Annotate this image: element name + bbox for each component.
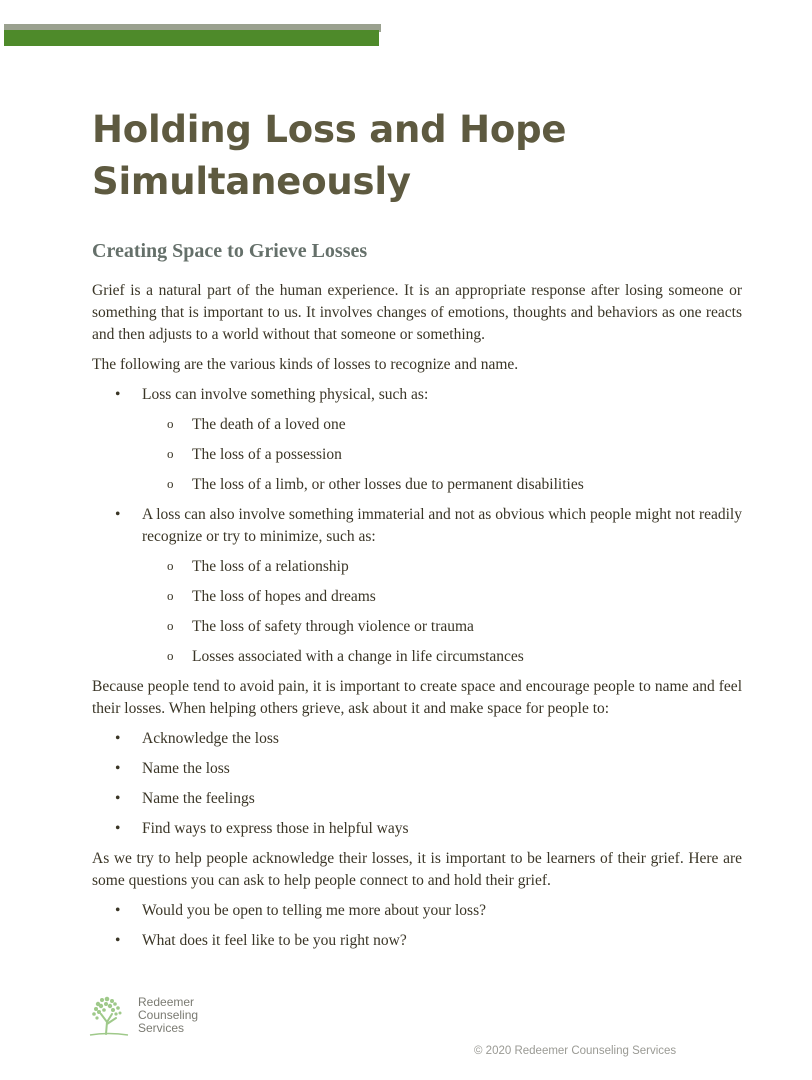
list-item: • Would you be open to telling me more about your loss? (92, 900, 742, 922)
section-subtitle: Creating Space to Grieve Losses (92, 240, 368, 262)
list-item (92, 384, 742, 496)
questions-paragraph: As we try to help people acknowledge their losses, it is important to be learners of their grief. Here are some questions you can ask to help people connect to and hold their grief. (92, 850, 742, 889)
sub-list-item: o The loss of a relationship (142, 556, 742, 578)
sub-list (142, 414, 742, 496)
sub-list-item: o The loss of safety through violence or trauma (142, 616, 742, 638)
questions-list (92, 900, 742, 952)
list-item-label: A loss can also involve something immaterial and not as obvious which people might not readily recognize or try to minimize, such as: (142, 506, 742, 545)
list-item: • Name the loss (92, 758, 742, 780)
kinds-intro-paragraph: The following are the various kinds of losses to recognize and name. (92, 356, 519, 373)
space-paragraph: Because people tend to avoid pain, it is important to create space and encourage people to name and feel their losses. When helping others grieve, ask about it and make space for people to: (92, 678, 742, 717)
sub-list-item: o The loss of hopes and dreams (142, 586, 742, 608)
page-title: Holding Loss and Hope Simultaneously (92, 108, 567, 203)
list-item: • What does it feel like to be you right now? (92, 930, 742, 952)
sub-list (142, 556, 742, 668)
logo-line: Services (138, 1021, 185, 1035)
intro-paragraph: Grief is a natural part of the human experience. It is an appropriate response after losing someone or something that is important to us. It involves changes of emotions, thoughts and behaviors as one reacts and then adjusts to a world without that someone or something. (92, 282, 742, 343)
header-green-bar (4, 30, 379, 46)
sub-list-item: o The death of a loved one (142, 414, 742, 436)
logo-line: Redeemer (138, 995, 195, 1009)
footer-logo (88, 992, 248, 1040)
copyright-notice: © 2020 Redeemer Counseling Services (474, 1045, 677, 1057)
list-item: • Acknowledge the loss (92, 728, 742, 750)
list-item-label: Loss can involve something physical, such as: (142, 386, 429, 403)
list-item: • Name the feelings (92, 788, 742, 810)
sub-list-item: o The loss of a possession (142, 444, 742, 466)
list-item: • Find ways to express those in helpful ways (92, 818, 742, 840)
tree-icon (88, 994, 132, 1038)
document-body (92, 280, 742, 960)
sub-list-item: o Losses associated with a change in life circumstances (142, 646, 742, 668)
logo-line: Counseling (138, 1008, 199, 1022)
logo-text (138, 996, 198, 1035)
loss-kinds-list (92, 384, 742, 668)
sub-list-item: o The loss of a limb, or other losses due to permanent disabilities (142, 474, 742, 496)
space-list (92, 728, 742, 840)
list-item (92, 504, 742, 668)
